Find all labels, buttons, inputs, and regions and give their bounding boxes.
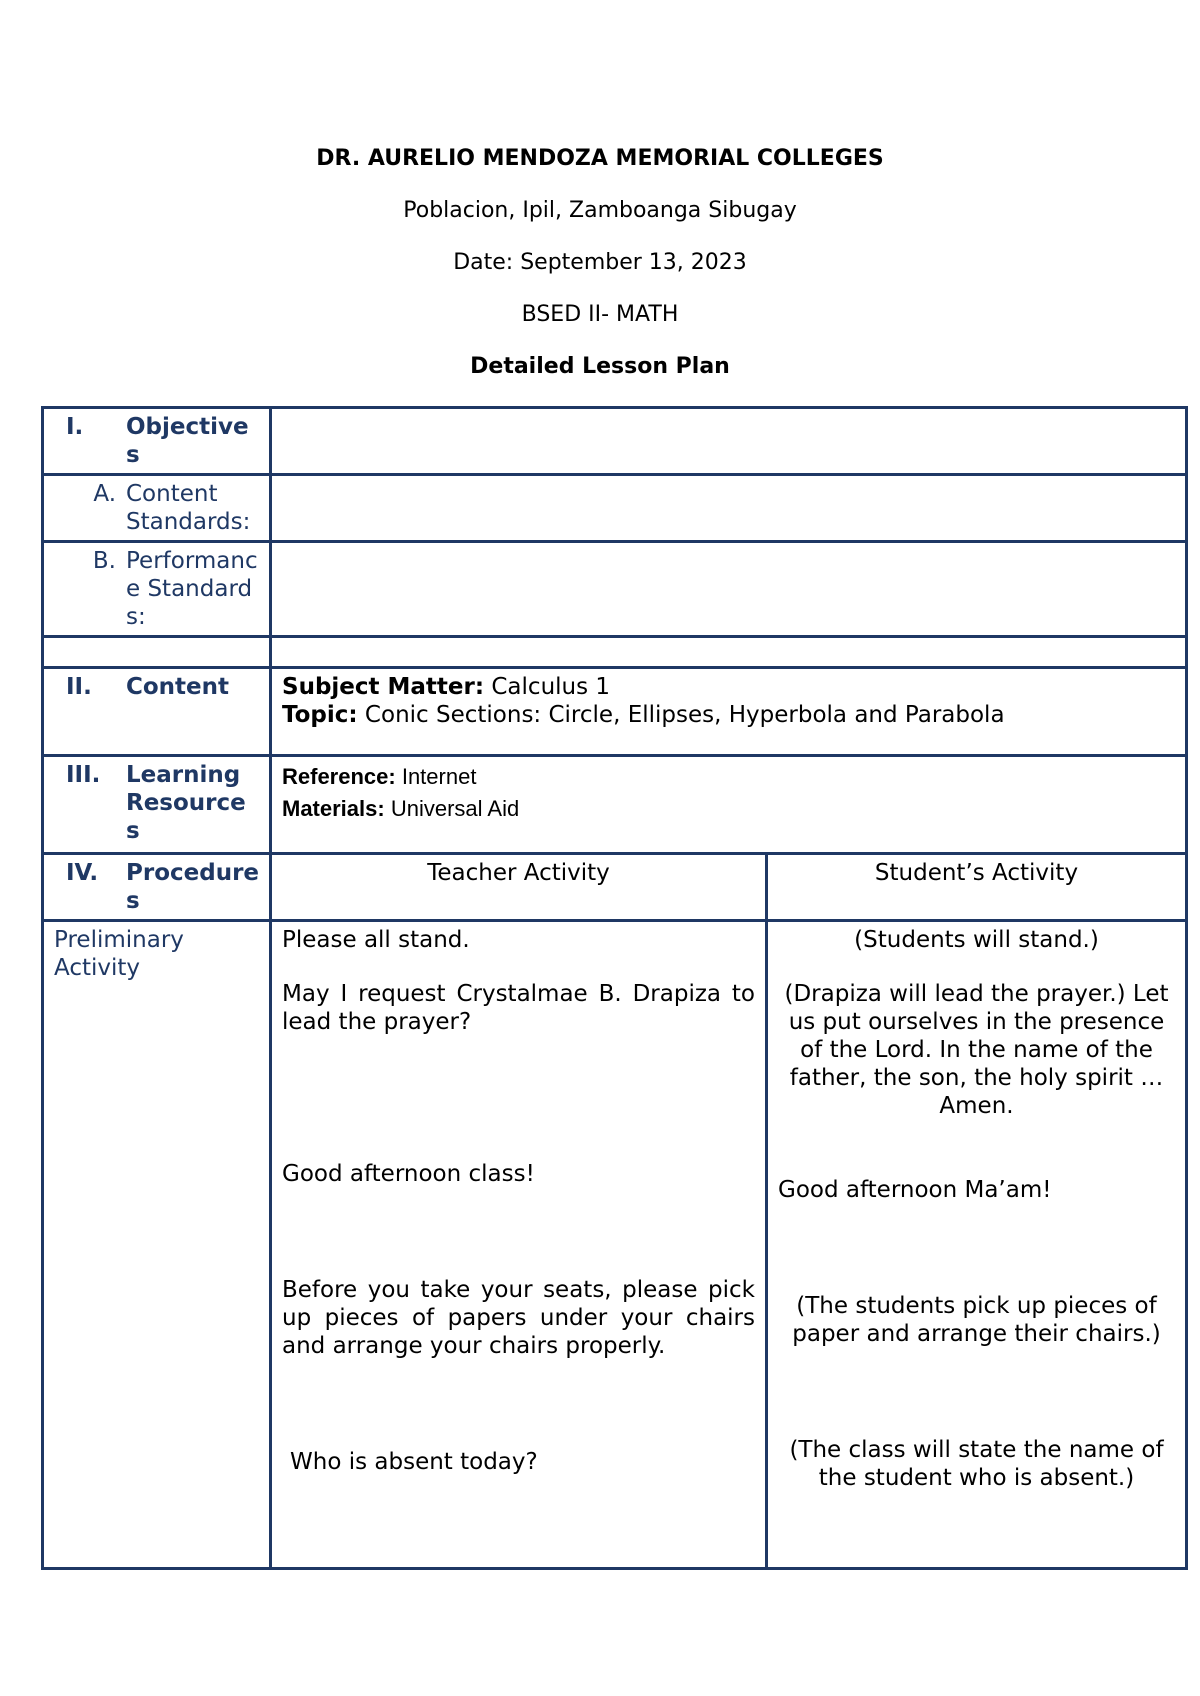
performance-standards-row [43,542,1187,637]
objectives-row [43,408,1187,475]
learning-resources-cell [271,756,1187,854]
objectives-content-cell[interactable] [271,408,1187,475]
teacher-activity-cell [271,921,767,1569]
content-standards-label: Content Standards: [126,481,251,535]
student-line-5: (The class will state the name of the student who is absent.) [789,1437,1164,1491]
teacher-line-3: Good afternoon class! [282,1161,535,1187]
teacher-line-1: Please all stand. [282,927,470,953]
teacher-line-4: Before you take your seats, please pick up pieces of papers under your chairs and arrange your chairs properly. [282,1277,755,1359]
performance-standards-letter: B. [92,548,116,574]
procedures-number: IV. [66,860,99,886]
topic: Topic: Conic Sections: Circle, Ellipses, Hyperbola and Parabola [282,702,1005,728]
procedures-label: Procedures [126,860,260,914]
procedures-row [43,854,1187,921]
preliminary-activity-label: Preliminary Activity [54,927,184,981]
teacher-line-2: May I request Crystalmae B. Drapiza to lead the prayer? [282,981,755,1035]
learning-resources-label: Learning Resources [126,762,246,844]
student-activity-header: Student’s Activity [767,854,1187,921]
course-label: BSED II- MATH [521,302,679,327]
content-standards-cell[interactable] [271,475,1187,542]
lesson-date: Date: September 13, 2023 [453,250,747,275]
performance-standards-cell[interactable] [271,542,1187,637]
school-address: Poblacion, Ipil, Zamboanga Sibugay [403,198,797,223]
reference: Reference: Internet [282,764,477,789]
student-line-4: (The students pick up pieces of paper and arrange their chairs.) [792,1293,1161,1347]
school-name: DR. AURELIO MENDOZA MEMORIAL COLLEGES [316,146,884,171]
performance-standards-label: Performance Standards: [126,548,258,630]
objectives-number: I. [66,414,84,440]
student-line-1: (Students will stand.) [854,927,1099,953]
learning-resources-number: III. [66,762,101,788]
materials: Materials: Universal Aid [282,796,520,821]
learning-resources-row [43,756,1187,854]
subject-matter: Subject Matter: Calculus 1 [282,674,611,700]
document-title: Detailed Lesson Plan [470,354,730,379]
content-standards-row [43,475,1187,542]
teacher-activity-header: Teacher Activity [271,854,767,921]
content-cell [271,668,1187,756]
lesson-plan-table [41,406,1188,1570]
teacher-line-5: Who is absent today? [290,1449,538,1475]
content-standards-letter: A. [93,481,116,507]
content-label: Content [126,674,230,700]
preliminary-activity-row [43,921,1187,1569]
spacer-row [43,637,1187,668]
objectives-label: Objectives [126,414,249,468]
content-row [43,668,1187,756]
student-line-2: (Drapiza will lead the prayer.) Let us put ourselves in the presence of the Lord. In the name of the father, the son, the holy spirit …Amen. [784,981,1169,1119]
student-line-3: Good afternoon Ma’am! [778,1177,1052,1203]
content-number: II. [66,674,92,700]
student-activity-cell [767,921,1187,1569]
